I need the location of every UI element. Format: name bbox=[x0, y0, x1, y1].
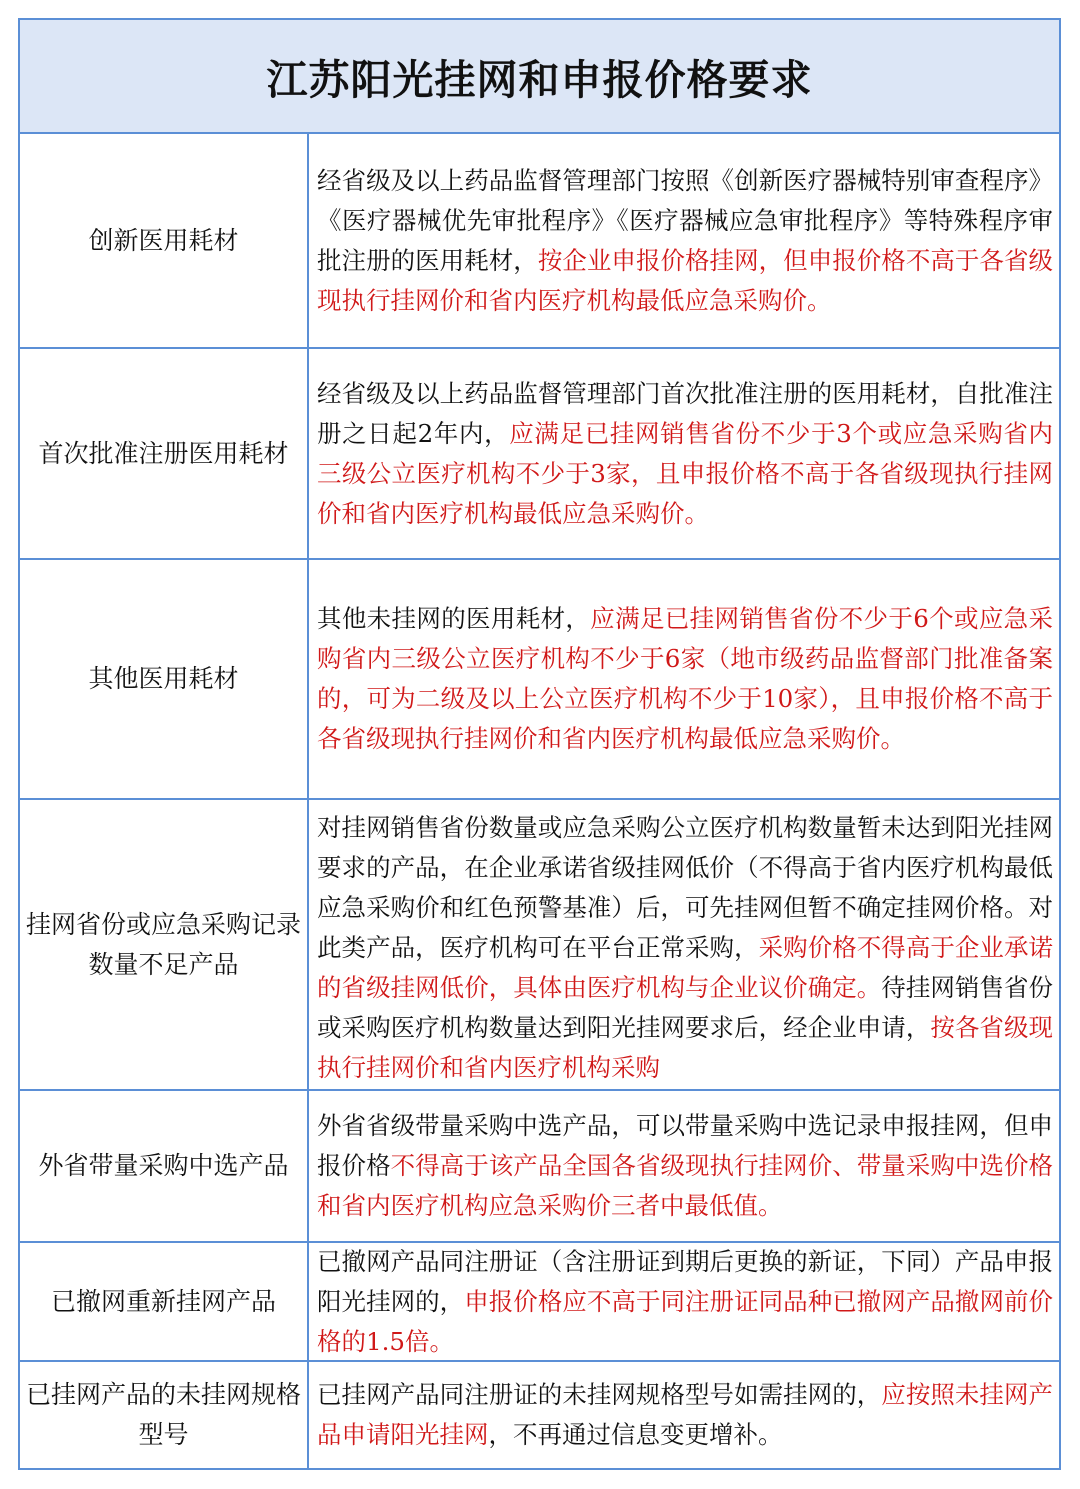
highlight-segment: 不得高于该产品全国各省级现执行挂网价、带量采购中选价格和省内医疗机构应急采购价三者中最低值。 bbox=[317, 1151, 1054, 1220]
text-segment: 经省级及以上药品监督管理部门首次批准注册的医用耗材，自批准注册之日起2年内， bbox=[317, 378, 1053, 448]
table-row bbox=[20, 134, 1059, 349]
description-text bbox=[317, 374, 1053, 534]
row-description bbox=[309, 1243, 1059, 1360]
description-text bbox=[317, 599, 1053, 759]
table-row bbox=[20, 1362, 1059, 1468]
highlight-segment: 应按照未挂网产品申请阳光挂网 bbox=[317, 1380, 1054, 1449]
requirements-table bbox=[18, 18, 1061, 1470]
description-text bbox=[317, 1375, 1053, 1455]
row-category: 其他医用耗材 bbox=[20, 560, 309, 798]
row-description bbox=[309, 800, 1059, 1089]
table-row bbox=[20, 800, 1059, 1091]
text-segment: 已挂网产品同注册证的未挂网规格型号如需挂网的， bbox=[317, 1380, 882, 1409]
text-segment: 其他未挂网的医用耗材， bbox=[317, 604, 591, 633]
row-category: 外省带量采购中选产品 bbox=[20, 1091, 309, 1241]
highlight-segment: 按各省级现执行挂网价和省内医疗机构采购 bbox=[317, 1013, 1053, 1082]
table-row bbox=[20, 1243, 1059, 1362]
table-row bbox=[20, 1091, 1059, 1243]
table-row bbox=[20, 560, 1059, 800]
row-category: 创新医用耗材 bbox=[20, 134, 309, 347]
description-text bbox=[317, 808, 1053, 1088]
highlight-segment: 申报价格应不高于同注册证同品种已撤网产品撤网前价格的1.5倍。 bbox=[317, 1286, 1054, 1356]
table-title: 江苏阳光挂网和申报价格要求 bbox=[20, 20, 1059, 134]
description-text bbox=[317, 1243, 1053, 1360]
text-segment: ，不再通过信息变更增补。 bbox=[488, 1420, 783, 1449]
table-row bbox=[20, 349, 1059, 560]
row-description bbox=[309, 134, 1059, 347]
text-segment: 已撤网产品同注册证（含注册证到期后更换的新证，下同）产品申报阳光挂网的， bbox=[317, 1246, 1053, 1316]
row-category: 首次批准注册医用耗材 bbox=[20, 349, 309, 558]
row-category: 挂网省份或应急采购记录数量不足产品 bbox=[20, 800, 309, 1089]
text-segment: 外省省级带量采购中选产品，可以带量采购中选记录申报挂网，但申报价格 bbox=[317, 1111, 1053, 1180]
highlight-segment: 采购价格不得高于企业承诺的省级挂网低价，具体由医疗机构与企业议价确定。 bbox=[317, 933, 1054, 1002]
highlight-segment: 应满足已挂网销售省份不少于3个或应急采购省内三级公立医疗机构不少于3家，且申报价格不高于各省级现执行挂网价和省内医疗机构最低应急采购价。 bbox=[317, 418, 1053, 528]
highlight-segment: 应满足已挂网销售省份不少于6个或应急采购省内三级公立医疗机构不少于6家（地市级药品监督部门批准备案的，可为二级及以上公立医疗机构不少于10家），且申报价格不高于各省级现执行挂网价和省内医疗机构最低应急采购价。 bbox=[317, 604, 1054, 753]
row-description bbox=[309, 560, 1059, 798]
text-segment: 对挂网销售省份数量或应急采购公立医疗机构数量暂未达到阳光挂网要求的产品，在企业承诺省级挂网低价（不得高于省内医疗机构最低应急采购价和红色预警基准）后，可先挂网但暂不确定挂网价格。对此类产品，医疗机构可在平台正常采购， bbox=[317, 813, 1053, 962]
row-category: 已挂网产品的未挂网规格型号 bbox=[20, 1362, 309, 1468]
description-text bbox=[317, 161, 1053, 321]
row-category: 已撤网重新挂网产品 bbox=[20, 1243, 309, 1360]
row-description bbox=[309, 349, 1059, 558]
row-description bbox=[309, 1091, 1059, 1241]
description-text bbox=[317, 1106, 1053, 1226]
highlight-segment: 按企业申报价格挂网，但申报价格不高于各省级现执行挂网价和省内医疗机构最低应急采购价。 bbox=[317, 245, 1053, 315]
text-segment: 经省级及以上药品监督管理部门按照《创新医疗器械特别审查程序》《医疗器械优先审批程序》《医疗器械应急审批程序》等特殊程序审批注册的医用耗材， bbox=[317, 165, 1053, 275]
text-segment: 待挂网销售省份或采购医疗机构数量达到阳光挂网要求后，经企业申请， bbox=[317, 973, 1054, 1042]
row-description bbox=[309, 1362, 1059, 1468]
